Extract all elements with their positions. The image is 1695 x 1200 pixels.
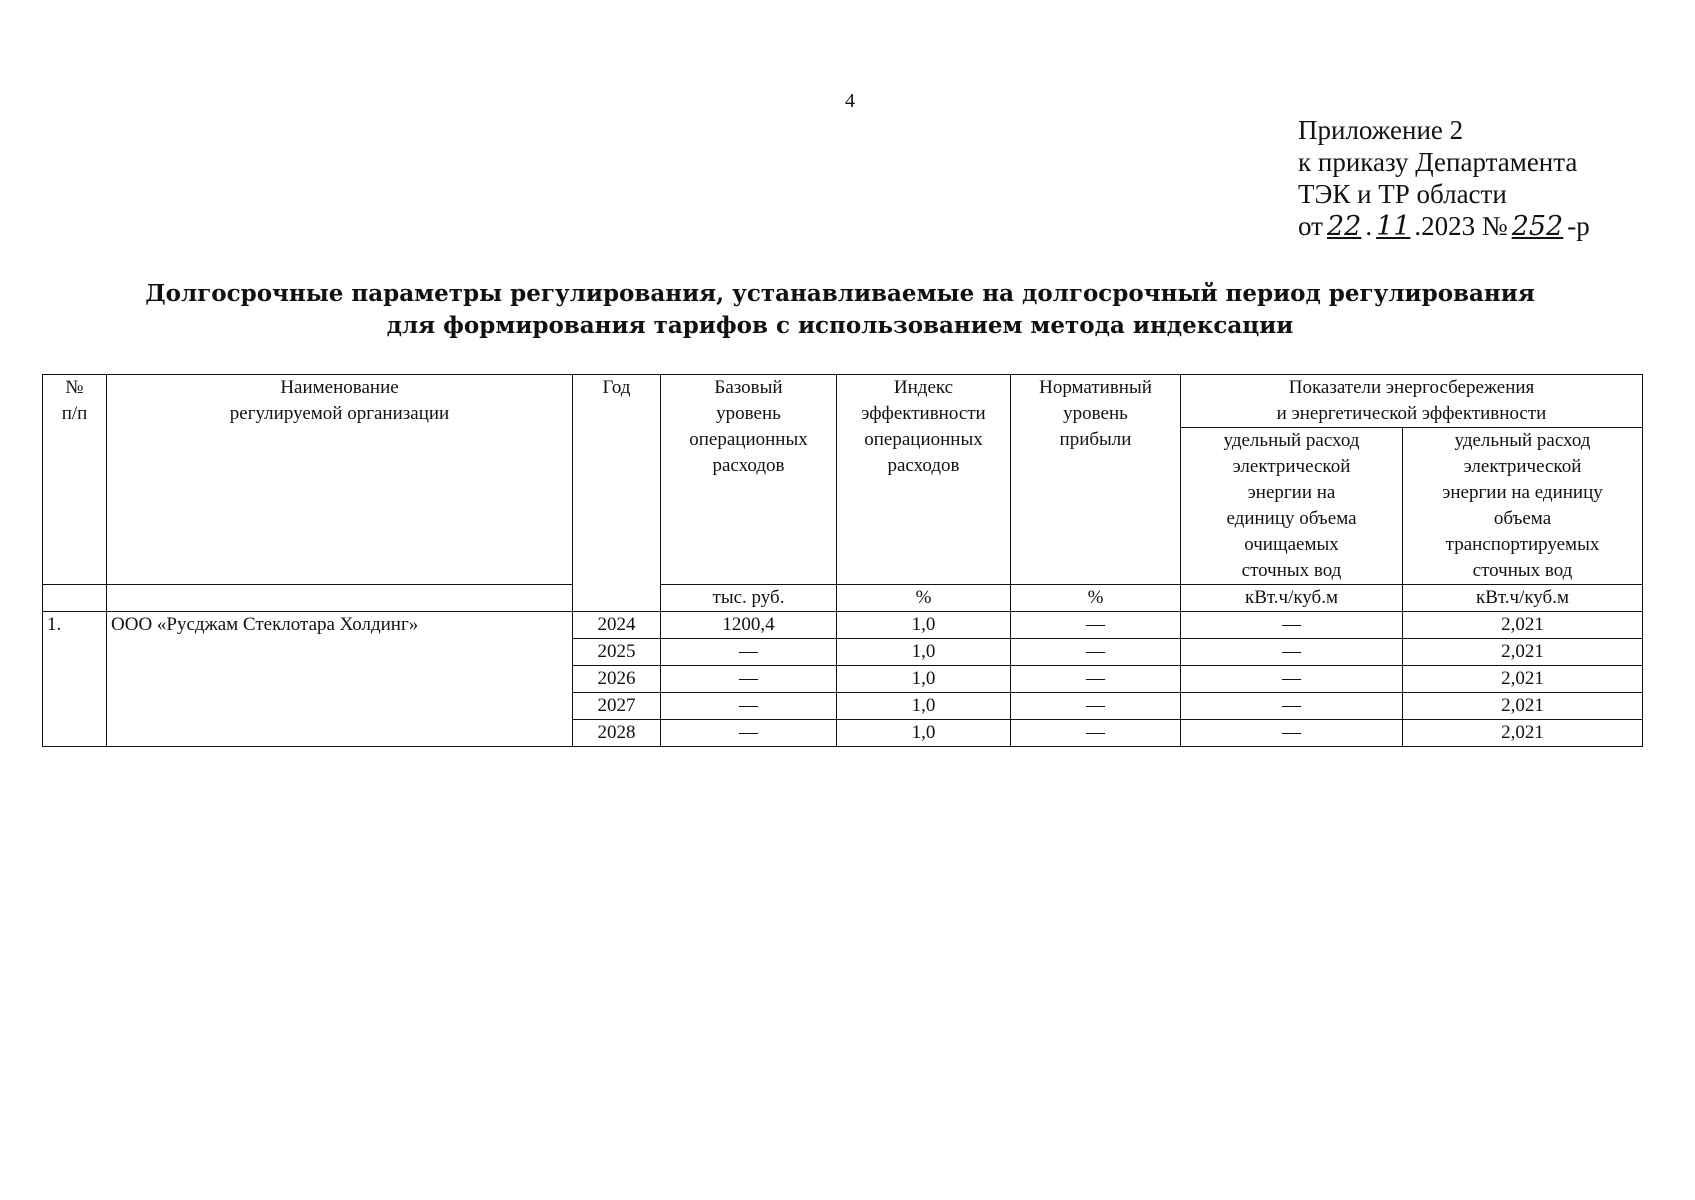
cell-efficiency-index: 1,0 [837, 612, 1011, 639]
header-cleaned-line-6: сточных вод [1241, 560, 1342, 581]
appendix-line-3: ТЭК и ТР области [1298, 179, 1507, 209]
header-transported-line-5: транспортируемых [1445, 534, 1600, 555]
cell-energy-cleaned: — [1181, 720, 1403, 747]
cell-efficiency-index: 1,0 [837, 639, 1011, 666]
cell-energy-transported: 2,021 [1403, 693, 1643, 720]
cell-energy-cleaned: — [1181, 693, 1403, 720]
cell-energy-cleaned: — [1181, 612, 1403, 639]
date-prefix: от [1298, 211, 1323, 241]
header-normative-profit-line-1: Нормативный [1039, 377, 1152, 398]
date-separator: . [1365, 211, 1373, 241]
header-base-opex-line-1: Базовый [714, 377, 783, 398]
unit-base-opex: тыс. руб. [661, 585, 837, 612]
header-efficiency-index-line-1: Индекс [893, 377, 954, 398]
order-suffix: -р [1567, 211, 1590, 241]
header-energy-indicators-line-1: Показатели энергосбережения [1288, 377, 1535, 398]
unit-normative-profit: % [1011, 585, 1181, 612]
appendix-line-2: к приказу Департамента [1298, 147, 1578, 177]
header-year: Год [573, 375, 661, 612]
cell-normative-profit: — [1011, 720, 1181, 747]
cell-efficiency-index: 1,0 [837, 693, 1011, 720]
header-energy-transported-water [1403, 428, 1643, 585]
header-energy-indicators-line-2: и энергетической эффективности [1276, 403, 1547, 424]
header-transported-line-1: удельный расход [1454, 430, 1591, 451]
title-line-2: для формирования тарифов с использованием метода индексации [386, 312, 1294, 339]
page-number: 4 [845, 90, 855, 112]
cell-base-opex: — [661, 720, 837, 747]
cell-normative-profit: — [1011, 666, 1181, 693]
organization-name: ООО «Русджам Стеклотара Холдинг» [107, 612, 573, 747]
header-number [43, 375, 107, 585]
cell-energy-cleaned: — [1181, 639, 1403, 666]
header-efficiency-index-line-4: расходов [887, 455, 960, 476]
header-cleaned-line-5: очищаемых [1244, 534, 1339, 555]
unit-energy-cleaned: кВт.ч/куб.м [1181, 585, 1403, 612]
header-transported-line-4: объема [1493, 508, 1552, 529]
header-efficiency-index-line-3: операционных [864, 429, 983, 450]
cell-efficiency-index: 1,0 [837, 666, 1011, 693]
header-normative-profit-line-3: прибыли [1059, 429, 1132, 450]
appendix-date-line [1298, 210, 1590, 243]
cell-year: 2026 [573, 666, 661, 693]
header-transported-line-3: энергии на единицу [1442, 482, 1603, 503]
cell-energy-transported: 2,021 [1403, 639, 1643, 666]
cell-base-opex: 1200,4 [661, 612, 837, 639]
header-organization-line-2: регулируемой организации [229, 403, 450, 424]
header-energy-cleaned-water [1181, 428, 1403, 585]
header-base-opex-line-4: расходов [712, 455, 785, 476]
header-base-opex-line-3: операционных [689, 429, 808, 450]
header-efficiency-index-line-2: эффективности [861, 403, 986, 424]
header-number-line-1: № [65, 377, 84, 398]
header-cleaned-line-1: удельный расход [1223, 430, 1360, 451]
cell-energy-transported: 2,021 [1403, 720, 1643, 747]
header-energy-indicators [1181, 375, 1643, 428]
header-cleaned-line-2: электрической [1232, 456, 1351, 477]
header-organization-line-1: Наименование [280, 377, 399, 398]
handwritten-day: 22 [1326, 211, 1362, 242]
header-normative-profit-line-2: уровень [1063, 403, 1128, 424]
cell-energy-cleaned: — [1181, 666, 1403, 693]
handwritten-month: 11 [1376, 211, 1411, 242]
parameters-table [42, 374, 1643, 747]
header-transported-line-2: электрической [1463, 456, 1582, 477]
unit-energy-transported: кВт.ч/куб.м [1403, 585, 1643, 612]
cell-normative-profit: — [1011, 612, 1181, 639]
cell-year: 2025 [573, 639, 661, 666]
header-number-line-2: п/п [61, 403, 88, 424]
header-transported-line-6: сточных вод [1472, 560, 1573, 581]
title-line-1: Долгосрочные параметры регулирования, устанавливаемые на долгосрочный период регулирования [145, 280, 1535, 307]
cell-normative-profit: — [1011, 639, 1181, 666]
row-number: 1. [43, 612, 107, 747]
units-number-empty [43, 585, 107, 612]
cell-base-opex: — [661, 693, 837, 720]
cell-year: 2027 [573, 693, 661, 720]
handwritten-order-number: 252 [1511, 211, 1564, 242]
cell-year: 2028 [573, 720, 661, 747]
table-row [43, 612, 1643, 639]
cell-energy-transported: 2,021 [1403, 612, 1643, 639]
header-base-opex-line-2: уровень [716, 403, 781, 424]
cell-year: 2024 [573, 612, 661, 639]
header-base-opex [661, 375, 837, 585]
cell-energy-transported: 2,021 [1403, 666, 1643, 693]
cell-normative-profit: — [1011, 693, 1181, 720]
cell-efficiency-index: 1,0 [837, 720, 1011, 747]
header-organization [107, 375, 573, 585]
header-cleaned-line-3: энергии на [1247, 482, 1336, 503]
header-row-1 [43, 375, 1643, 428]
header-efficiency-index [837, 375, 1011, 585]
date-year: .2023 № [1414, 211, 1508, 241]
header-normative-profit [1011, 375, 1181, 585]
unit-efficiency-index: % [837, 585, 1011, 612]
cell-base-opex: — [661, 666, 837, 693]
cell-base-opex: — [661, 639, 837, 666]
header-cleaned-line-4: единицу объема [1226, 508, 1357, 529]
units-organization-empty [107, 585, 573, 612]
appendix-reference [1298, 114, 1590, 243]
units-row [43, 585, 1643, 612]
document-title [120, 278, 1560, 342]
appendix-line-1: Приложение 2 [1298, 115, 1464, 145]
